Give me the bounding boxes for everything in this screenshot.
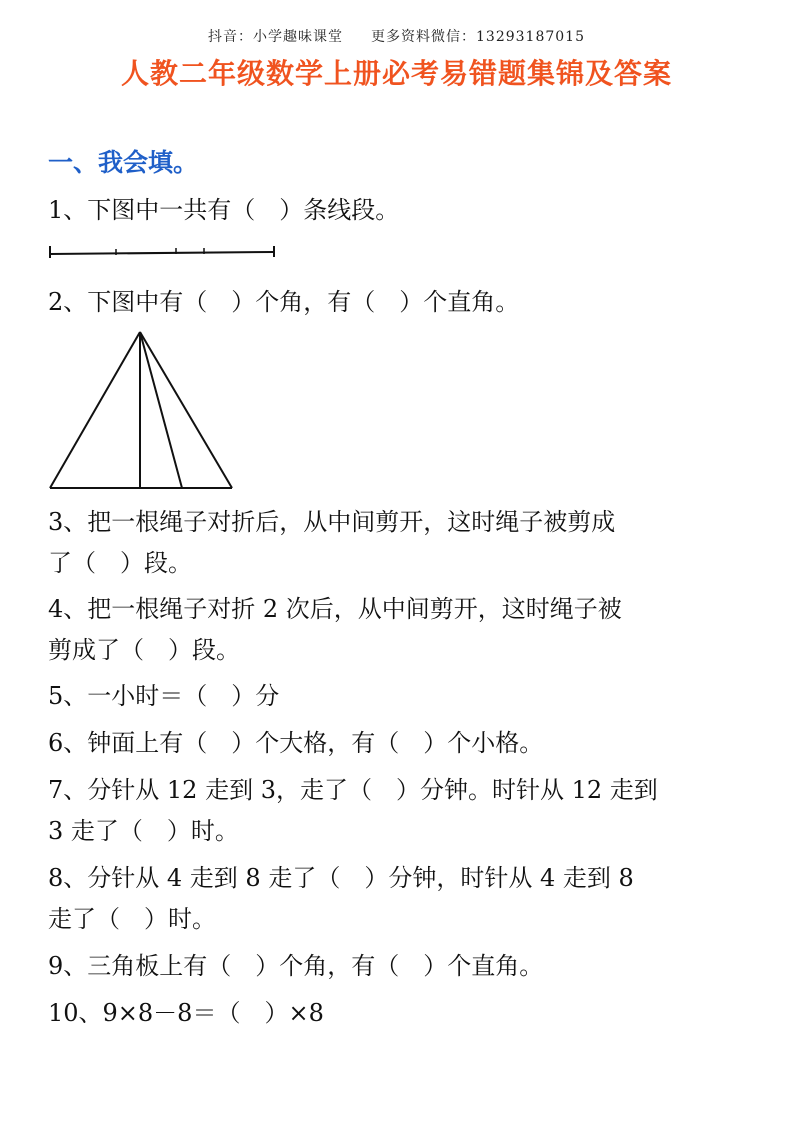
- triangle-inner-line: [140, 332, 182, 488]
- header-source-text: 抖音：小学趣味课堂: [208, 29, 343, 45]
- question-1-text: 1、下图中一共有（ ）条线段。: [48, 196, 400, 224]
- question-3: [48, 502, 748, 584]
- question-6-text: 6、钟面上有（ ）个大格，有（ ）个小格。: [48, 729, 544, 757]
- question-7-line-2: 3 走了（ ）时。: [48, 817, 239, 845]
- header-contact-text: 更多资料微信：13293187015: [371, 29, 585, 45]
- segment-line: [50, 252, 274, 254]
- question-2: [48, 282, 748, 323]
- triangle-left-side: [50, 332, 140, 488]
- question-1: [48, 190, 748, 231]
- question-4-line-2: 剪成了（ ）段。: [48, 636, 240, 664]
- question-10-text: 10、9×8－8＝（ ）×8: [48, 999, 324, 1027]
- question-3-line-2: 了（ ）段。: [48, 549, 192, 577]
- question-10: [48, 993, 748, 1034]
- triangle-right-side: [140, 332, 232, 488]
- question-6: [48, 723, 748, 764]
- question-9: [48, 946, 748, 987]
- question-8-line-2: 走了（ ）时。: [48, 905, 216, 933]
- document-title: 人教二年级数学上册必考易错题集锦及答案: [120, 57, 672, 90]
- question-2-text: 2、下图中有（ ）个角，有（ ）个直角。: [48, 288, 520, 316]
- question-4: [48, 589, 748, 671]
- segment-figure: [44, 238, 284, 266]
- question-4-line-1: 4、把一根绳子对折 2 次后，从中间剪开，这时绳子被: [48, 595, 622, 623]
- header-line: [0, 26, 793, 46]
- question-5-text: 5、一小时＝（ ）分: [48, 682, 280, 710]
- question-8-line-1: 8、分针从 4 走到 8 走了（ ）分钟，时针从 4 走到 8: [48, 864, 634, 892]
- question-8: [48, 858, 748, 940]
- triangle-figure: [44, 328, 244, 494]
- section-heading: 一、我会填。: [48, 148, 199, 177]
- question-3-line-1: 3、把一根绳子对折后，从中间剪开，这时绳子被剪成: [48, 508, 616, 536]
- question-7-line-1: 7、分针从 12 走到 3，走了（ ）分钟。时针从 12 走到: [48, 776, 658, 804]
- question-5: [48, 676, 748, 717]
- question-7: [48, 770, 748, 852]
- question-9-text: 9、三角板上有（ ）个角，有（ ）个直角。: [48, 952, 544, 980]
